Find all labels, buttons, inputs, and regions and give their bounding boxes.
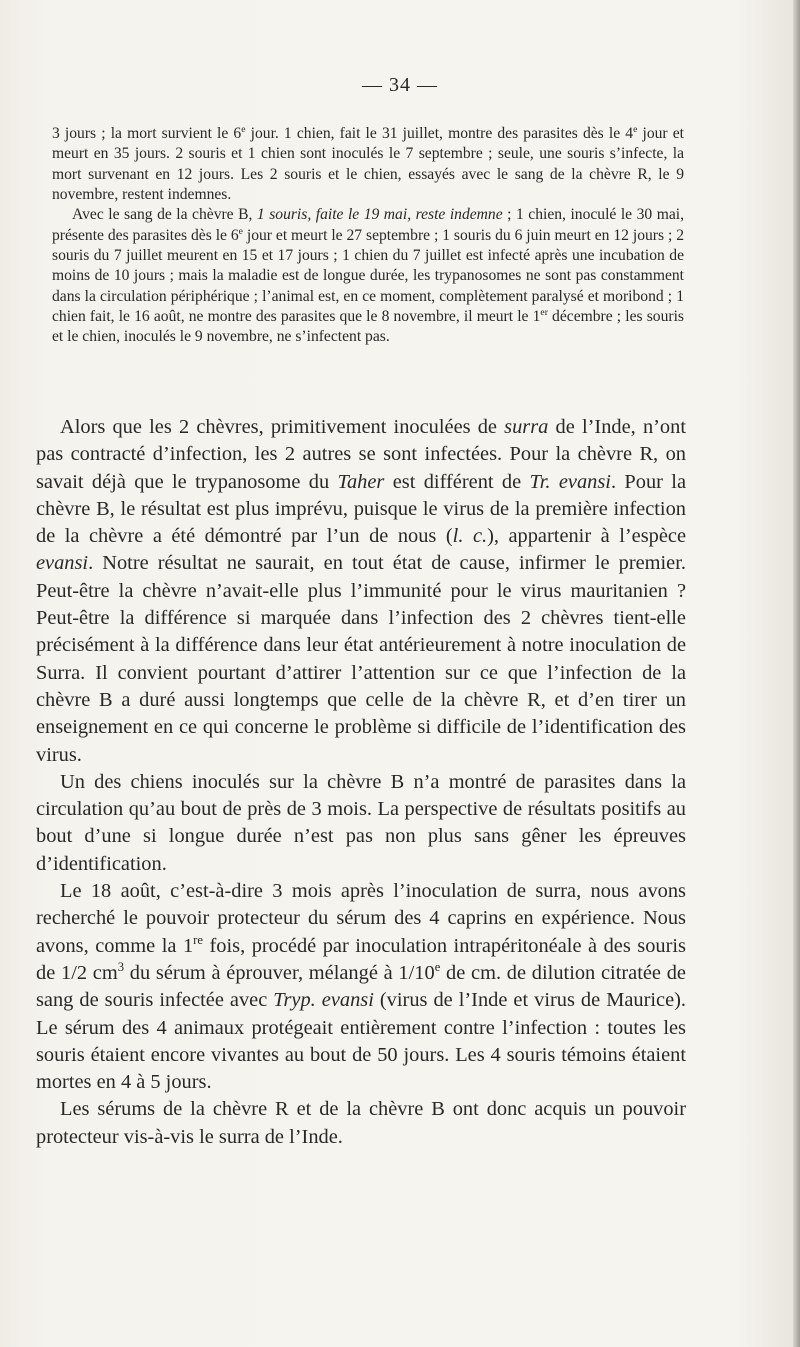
text-run: . Pour la chèvre B, le résultat est plus imprévu, puisque le virus de la première infection de la chèvre a été démontré par l’un de nous (	[36, 470, 686, 548]
text-run: de cm. de dilution citratée de sang de souris infectée avec	[36, 961, 686, 1012]
text-run: jour et meurt en 35 jours. 2 souris et 1 chien sont inoculés le 7 septembre ; seule, une souris s’infecte, la mort survenant en 12 jours. Les 2 souris et le chien, essayés avec le sang de la chèvre R, le 9 novembre, restent indemnes.	[52, 125, 684, 204]
text-run: 3 jours ; la mort survient le 6	[52, 125, 242, 142]
superscript: er	[540, 306, 548, 318]
text-run: (virus de l’Inde et virus de Maurice). Le sérum des 4 animaux protégeait entièrement contre l’infection : toutes les souris étaient encore vivantes au bout de 50 jours. Les 4 souris témoins étaient mortes en 4 à 5 jours.	[36, 989, 687, 1094]
superscript: e	[241, 123, 246, 135]
page-edge-shadow	[793, 0, 800, 1347]
body-paragraph	[36, 1096, 686, 1151]
italic-text: 1 souris, faite le 19 mai, reste indemne	[256, 206, 503, 224]
italic-text: evansi	[36, 552, 89, 575]
italic-text: Tryp. evansi	[273, 989, 374, 1012]
text-run: Un des chiens inoculés sur la chèvre B n’a montré de parasites dans la circulation qu’au bout de près de 3 mois. La perspective de résultats positifs au bout d’une si longue durée n’est pas non plus sans gêner les épreuves d’identification.	[36, 770, 686, 875]
text-run: ), appartenir à l’espèce	[487, 525, 686, 548]
text-run: Avec le sang de la chèvre B,	[72, 206, 257, 224]
body-paragraph	[36, 878, 686, 1096]
text-run: du sérum à éprouver, mélangé à 1/10	[124, 961, 435, 984]
superscript: re	[193, 932, 203, 947]
text-run: fois, procédé par inoculation intrapéritonéale à des souris de 1/2 cm	[36, 934, 686, 984]
text-run: décembre ; les souris et le chien, inoculés le 9 novembre, ne s’infectent pas.	[52, 308, 684, 346]
page-number-header: — 34 —	[362, 74, 438, 96]
body-paragraph	[36, 414, 686, 769]
small-paragraph	[52, 124, 684, 205]
main-text-block	[36, 414, 686, 1151]
italic-text: l. c.	[452, 525, 488, 548]
small-print-block	[52, 124, 684, 348]
text-run: Le 18 août, c’est-à-dire 3 mois après l’inoculation de surra, nous avons recherché le pouvoir protecteur du sérum des 4 caprins en expérience. Nous avons, comme la 1	[36, 880, 686, 957]
italic-text: Taher	[337, 470, 385, 493]
superscript: 3	[117, 960, 125, 975]
italic-text: surra	[504, 416, 549, 438]
superscript: e	[238, 225, 243, 237]
text-run: . Notre résultat ne saurait, en tout état de cause, infirmer le premier. Peut-être la chèvre n’avait-elle plus l’immunité pour le virus mauritanien ? Peut-être la différence si marquée dans l’infection des 2 chèvres tient-elle précisément à la différence dans leur état antérieurement à notre inoculation de Surra. Il convient pourtant d’attirer l’attention sur ce que l’infection de la chèvre B a duré aussi longtemps que celle de la chèvre R, et d’en tirer un enseignement en ce qui concerne le problème si difficile de l’identification des virus.	[36, 552, 686, 766]
text-run: de l’Inde, n’ont pas contracté d’infection, les 2 autres se sont infectées. Pour la chèvre R, on savait déjà que le trypanosome du	[36, 416, 686, 493]
superscript: e	[434, 960, 441, 975]
text-run: ; 1 chien, inoculé le 30 mai, présente des parasites dès le 6	[52, 206, 684, 244]
text-run: jour. 1 chien, fait le 31 juillet, montre des parasites dès le 4	[245, 125, 634, 142]
text-run: Alors que les 2 chèvres, primitivement inoculées de	[60, 416, 505, 438]
text-run: jour et meurt le 27 septembre ; 1 souris du 6 juin meurt en 12 jours ; 2 souris du 7 juillet meurent en 15 et 17 jours ; 1 chien du 7 juillet est infecté après une incubation de moins de 10 jours ; mais la maladie est de longue durée, les trypanosomes ne sont pas constamment dans la circulation périphérique ; l’animal est, en ce moment, complètement paralysé et moribond ; 1 chien fait, le 16 août, ne montre des parasites que le 8 novembre, il meurt le 1	[52, 226, 684, 326]
text-run: est différent de	[384, 470, 530, 493]
superscript: e	[633, 123, 638, 135]
italic-text: Tr. evansi	[529, 470, 611, 493]
text-run: Les sérums de la chèvre R et de la chèvre B ont donc acquis un pouvoir protecteur vis-à-vis le surra de l’Inde.	[36, 1098, 686, 1148]
body-paragraph	[36, 769, 686, 878]
small-paragraph	[52, 205, 684, 347]
